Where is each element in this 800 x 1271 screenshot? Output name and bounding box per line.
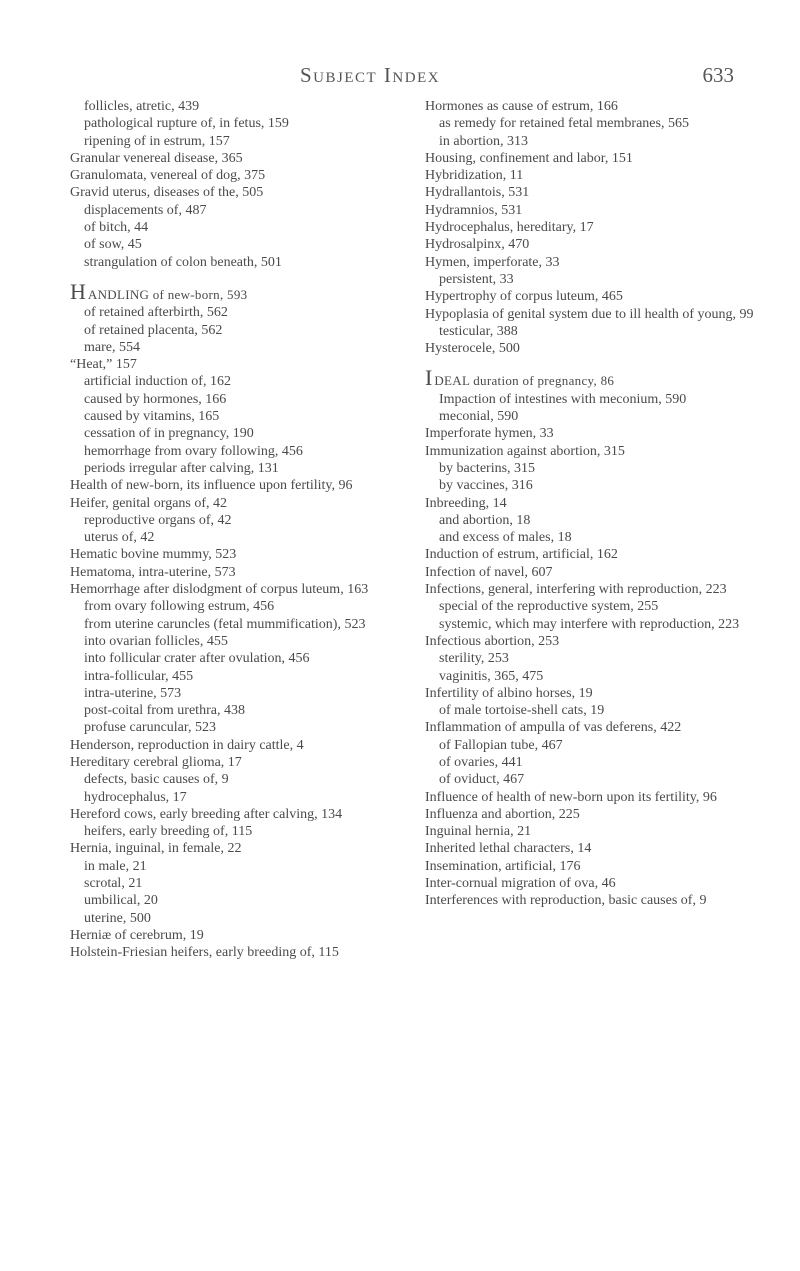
index-subentry: strangulation of colon beneath, 501 <box>84 254 282 270</box>
index-entry-text: DEAL duration of pregnancy, 86 <box>434 373 615 389</box>
index-subentry: in male, 21 <box>84 858 147 874</box>
index-subentry: artificial induction of, 162 <box>84 374 231 390</box>
index-entry: Hymen, imperforate, 33 <box>425 254 560 270</box>
index-subentry: by bacterins, 315 <box>439 460 536 476</box>
index-entry: Hypertrophy of corpus luteum, 465 <box>425 289 623 305</box>
index-subentry: testicular, 388 <box>439 323 518 339</box>
index-entry: Hernia, inguinal, in female, 22 <box>70 841 242 857</box>
index-subentry: umbilical, 20 <box>84 893 158 909</box>
index-entry: Hematic bovine mummy, 523 <box>70 547 237 563</box>
index-entry: Hemorrhage after dislodgment of corpus luteum, 163 <box>70 582 369 598</box>
index-subentry: and excess of males, 18 <box>439 530 572 546</box>
index-subentry: caused by vitamins, 165 <box>84 409 220 425</box>
index-entry: Infections, general, interfering with reproduction, 223 <box>425 582 727 598</box>
index-subentry: special of the reproductive system, 255 <box>439 599 659 615</box>
index-subentry: and abortion, 18 <box>439 512 531 528</box>
index-entry: Influence of health of new-born upon its fertility, 96 <box>425 789 717 805</box>
index-entry: Hereford cows, early breeding after calving, 134 <box>70 806 343 822</box>
index-subentry: defects, basic causes of, 9 <box>84 772 229 788</box>
index-subentry: mare, 554 <box>84 339 140 355</box>
index-subentry: follicles, atretic, 439 <box>84 99 200 114</box>
index-entry: Influenza and abortion, 225 <box>425 806 580 822</box>
index-subentry: into follicular crater after ovulation, 456 <box>84 651 310 667</box>
index-entry: Henderson, reproduction in dairy cattle, 4 <box>70 737 304 753</box>
index-subentry: post-coital from urethra, 438 <box>84 703 245 719</box>
index-entry: Infectious abortion, 253 <box>425 633 560 649</box>
index-subentry: into ovarian follicles, 455 <box>84 633 228 649</box>
section-initial-letter: I <box>425 365 433 391</box>
index-subentry: scrotal, 21 <box>84 876 143 892</box>
index-subentry: uterus of, 42 <box>84 530 155 546</box>
index-entry: Inherited lethal characters, 14 <box>425 841 592 857</box>
index-subentry: as remedy for retained fetal membranes, 565 <box>439 116 689 132</box>
index-entry: Hydrallantois, 531 <box>425 185 530 201</box>
index-subentry: of male tortoise-shell cats, 19 <box>439 703 605 719</box>
index-subentry: caused by hormones, 166 <box>84 391 227 407</box>
index-entry: Immunization against abortion, 315 <box>425 443 625 459</box>
index-subentry: systemic, which may interfere with reproduction, 223 <box>439 616 740 632</box>
index-entry: Holstein-Friesian heifers, early breeding of, 115 <box>70 945 339 961</box>
section-initial-letter: H <box>70 278 86 304</box>
index-entry: Inguinal hernia, 21 <box>425 824 532 840</box>
index-entry: Inter-cornual migration of ova, 46 <box>425 876 616 892</box>
index-entry: Interferences with reproduction, basic causes of, 9 <box>425 893 707 909</box>
index-subentry: vaginitis, 365, 475 <box>439 668 544 684</box>
index-subentry: of oviduct, 467 <box>439 772 525 788</box>
index-subentry: ripening of in estrum, 157 <box>84 133 230 149</box>
index-entry: Infertility of albino horses, 19 <box>425 685 593 701</box>
index-entry: Hereditary cerebral glioma, 17 <box>70 754 242 770</box>
index-entry: Induction of estrum, artificial, 162 <box>425 547 618 563</box>
index-entry: Infection of navel, 607 <box>425 564 553 580</box>
running-head-title: Subject Index <box>300 63 441 87</box>
index-entry: Health of new-born, its influence upon fertility, 96 <box>70 478 353 494</box>
index-subentry: sterility, 253 <box>439 651 509 667</box>
index-subentry: cessation of in pregnancy, 190 <box>84 426 254 442</box>
index-entry: Hybridization, 11 <box>425 168 524 184</box>
index-entry: Hydramnios, 531 <box>425 202 523 218</box>
index-entry: Herniæ of cerebrum, 19 <box>70 927 204 943</box>
index-subentry: of retained afterbirth, 562 <box>84 305 228 321</box>
index-entry: “Heat,” 157 <box>70 357 137 373</box>
page-header <box>0 63 800 93</box>
index-subentry: periods irregular after calving, 131 <box>84 460 279 476</box>
index-subentry: of Fallopian tube, 467 <box>439 737 563 753</box>
page-number: 633 <box>702 63 734 87</box>
index-subentry: of retained placenta, 562 <box>84 322 223 338</box>
index-subentry: Impaction of intestines with meconium, 590 <box>439 391 687 407</box>
index-entry: Hematoma, intra-uterine, 573 <box>70 564 236 580</box>
index-entry: Insemination, artificial, 176 <box>425 858 581 874</box>
index-subentry: hydrocephalus, 17 <box>84 789 187 805</box>
index-subentry: of bitch, 44 <box>84 220 149 236</box>
index-subentry: displacements of, 487 <box>84 202 207 218</box>
index-subentry: from ovary following estrum, 456 <box>84 599 275 615</box>
index-entry: Granular venereal disease, 365 <box>70 150 243 166</box>
index-subentry: persistent, 33 <box>439 271 514 287</box>
index-subentry: uterine, 500 <box>84 910 151 926</box>
index-subentry: by vaccines, 316 <box>439 478 533 494</box>
index-entry-text: ANDLING of new-born, 593 <box>87 286 248 302</box>
index-entry: Imperforate hymen, 33 <box>425 426 554 442</box>
index-entry: Hypoplasia of genital system due to ill health of young, 99 <box>425 306 754 322</box>
index-entry: Heifer, genital organs of, 42 <box>70 495 228 511</box>
index-subentry: from uterine caruncles (fetal mummification), 523 <box>84 616 366 632</box>
index-subentry: intra-follicular, 455 <box>84 668 194 684</box>
index-subentry: reproductive organs of, 42 <box>84 512 232 528</box>
index-entry: Hydrocephalus, hereditary, 17 <box>425 220 594 236</box>
index-subentry: hemorrhage from ovary following, 456 <box>84 443 303 459</box>
index-entry: Inbreeding, 14 <box>425 495 507 511</box>
index-entry: Hormones as cause of estrum, 166 <box>425 99 618 114</box>
index-column-right <box>425 98 770 910</box>
index-subentry: meconial, 590 <box>439 409 519 425</box>
index-entry <box>70 278 420 304</box>
index-entry: Gravid uterus, diseases of the, 505 <box>70 185 264 201</box>
index-subentry: profuse caruncular, 523 <box>84 720 216 736</box>
index-entry: Housing, confinement and labor, 151 <box>425 150 633 166</box>
index-subentry: intra-uterine, 573 <box>84 685 182 701</box>
index-column-left <box>70 98 420 962</box>
index-subentry: pathological rupture of, in fetus, 159 <box>84 116 289 132</box>
index-entry <box>425 365 770 391</box>
index-entry: Hysterocele, 500 <box>425 341 520 357</box>
letter-section-break <box>70 271 420 285</box>
index-entry: Granulomata, venereal of dog, 375 <box>70 168 266 184</box>
index-subentry: of sow, 45 <box>84 237 142 253</box>
index-subentry: of ovaries, 441 <box>439 754 523 770</box>
index-subentry: in abortion, 313 <box>439 133 529 149</box>
index-entry: Inflammation of ampulla of vas deferens, 422 <box>425 720 682 736</box>
letter-section-break <box>425 357 770 371</box>
index-entry: Hydrosalpinx, 470 <box>425 237 530 253</box>
index-subentry: heifers, early breeding of, 115 <box>84 824 253 840</box>
